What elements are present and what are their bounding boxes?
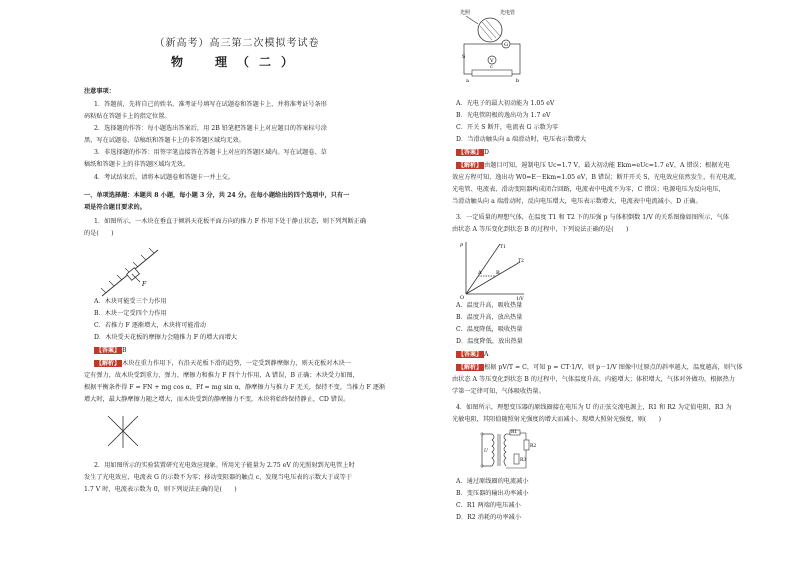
q2-b-label: b (516, 78, 520, 84)
q3-option-a: A．温度升高，吸收热量 (456, 302, 523, 309)
note-line: 4．考试结束后，请将本试题卷和答题卡一并上交。 (94, 174, 235, 181)
q3-analysis-line: 学第一定律可知，气体吸收热量。 (452, 388, 545, 395)
q2-option-d: D．当滑动触头向 a 端滑动时，电压表示数增大 (456, 136, 587, 143)
q1-option-b: B．木块一定受四个力作用 (94, 310, 167, 317)
q2-light-label: 光照 (460, 10, 471, 16)
page-title: （新高考）高三第二次模拟考试卷 (154, 38, 320, 49)
notes-heading: 注意事项： (84, 88, 115, 95)
q1-option-d: D．木块受天花板的摩擦力会随推力 F 的增大而增大 (94, 334, 238, 341)
q2-option-a: A．光电子的最大初动能为 1.05 eV (456, 100, 555, 107)
q1-analysis: 【解析】 木块在重力作用下，有沿天花板下滑的趋势，一定受到静摩擦力，则天花板对木块一 (96, 360, 351, 367)
q3-origin-label: O (460, 295, 465, 300)
q3-x-label: 1/V (516, 297, 524, 300)
q2-voltmeter-label: V (490, 58, 494, 64)
q4-r3-label: R3 (520, 458, 527, 463)
q1-stem: 的是( ) (84, 230, 114, 237)
note-line: 3．非选择题的作答：用签字笔直接答在答题卡上对应的答题区域内。写在试题卷、草 (94, 149, 327, 156)
note-line: 稿纸和答题卡上的非答题区域均无效。 (84, 161, 190, 168)
q2-answer: 【答案】 D (458, 149, 489, 156)
note-line: 黑，写在试题卷、草稿纸和答题卡上的非答题区域均无效。 (84, 137, 245, 144)
q3-analysis-line: 由状态 A 等压变化到状态 B 的过程中，气体温度升高，内能增大；体积增大，气体对外做功，根据热力 (452, 376, 735, 383)
q3-point-a: A (478, 270, 482, 276)
page-subtitle: 物 理（二） (170, 55, 303, 69)
q1-stem: 1．如图所示，一木块在垂直于倾斜天花板平面方向的推力 F 作用下处于静止状态，则下列判断正确 (94, 218, 367, 225)
q4-r1-label: R1 (511, 430, 518, 435)
q2-switch-label: S (462, 54, 466, 60)
section-heading: 一、单项选择题：本题共 8 小题，每小题 3 分，共 24 分。在每小题给出的四个选项中，只有一 (84, 192, 350, 199)
q2-c-label: c (490, 64, 493, 70)
q3-answer: 【答案】 A (458, 351, 489, 358)
section-heading: 项是符合题目要求的。 (84, 204, 146, 211)
q1-figure (98, 242, 178, 300)
q3-p-label: p (460, 242, 464, 248)
q3-figure (458, 238, 528, 300)
q3-t1-label: T1 (500, 245, 506, 250)
q1-analysis-line: 根据平衡条件得 F = FN + mg cos α，Ff = mg sin α，静摩擦力与推力 F 无关，保持不变，当推力 F 逐渐 (84, 384, 386, 391)
q4-stem: 4．如图所示，理想变压器的原线圈接在电压为 U 的正弦交流电源上，R1 和 R2 为定值电阻，R3 为 (456, 404, 732, 411)
q4-u-label: U (484, 449, 488, 454)
q2-a-label: a (466, 78, 469, 84)
q2-analysis-line: 当滑动触头向 a 端滑动时，反向电压增大，电压表示数增大，电流表中电流减小，D 正确。 (452, 198, 702, 205)
q2-stem: 发生了光电效应，电流表 G 的示数不为零；移动变阻器的触点 c，发现当电压表的示数大于或等于 (84, 474, 352, 481)
q3-stem: 由状态 A 等压变化到状态 B 的过程中，下列说法正确的是( ) (452, 226, 629, 233)
q2-stem: 1.7 V 时，电流表示数为 0，则下列说法正确的是( ) (84, 486, 237, 493)
q2-option-b: B．光电管阴极的逸出功为 1.7 eV (456, 112, 551, 119)
q4-stem: 光敏电阻，其阻值随照射光强度的增大而减小。现增大照射光强度，则( ) (452, 416, 662, 423)
q2-analysis-line: 效应方程可知，逸出功 W0=E－Ekm=1.05 eV，B 错误；断开开关 S，光电效应依然发生，有光电流， (452, 174, 741, 181)
q3-option-b: B．温度升高，放出热量 (456, 314, 523, 321)
note-line: 1．答题前，先将自己的姓名、准考证号填写在试题卷和答题卡上，并将准考证号条形 (94, 101, 327, 108)
q2-ammeter-label: G (504, 42, 508, 48)
q2-tube-label: 光电管 (500, 10, 516, 16)
q3-analysis: 【解析】 根据 pV/T = C，可知 p = CT·1/V，则 p－1/V 图像中过原点的斜率越大，温度越高，则气体 (458, 364, 743, 371)
q4-option-d: D．R2 消耗的功率减小 (456, 514, 522, 521)
q1-analysis-line: 增大时，最大静摩擦力随之增大，而木块受到的静摩擦力不变，木块将始终保持静止，CD 错误。 (84, 396, 350, 403)
q3-point-b: B (496, 270, 500, 276)
q1-option-c: C．若推力 F 逐渐增大，木块将可能滑动 (94, 322, 206, 329)
note-line: 2．选择题的作答：每小题选出答案后，用 2B 铅笔把答题卡上对应题目的答案标号涂 (94, 125, 327, 132)
q4-figure (478, 428, 538, 472)
q4-r2-label: R2 (530, 444, 537, 449)
q2-analysis-line: 光电管、电流表、滑动变阻器构成闭合回路，电流表中电流不为零，C 错误；电源电压为反向电压， (452, 186, 725, 193)
q3-t2-label: T2 (518, 259, 524, 264)
note-line: 码粘贴在答题卡上的指定位置。 (84, 113, 171, 120)
q2-analysis: 【解析】 由题目可知，遏制电压 Uc=1.7 V，最大初动能 Ekm=eUc=1.7 eV，A 错误；根据光电 (458, 162, 730, 169)
q3-option-c: C．温度降低，吸收热量 (456, 326, 523, 333)
q2-figure (458, 8, 532, 90)
q3-stem: 3．一定质量的理想气体，在温度 T1 和 T2 下的压强 p 与体积倒数 1/V 的关系图像如图所示，气体 (456, 214, 729, 221)
q3-option-d: D．温度降低，放出热量 (456, 338, 523, 345)
q1-force-label: F (142, 281, 147, 288)
q1-analysis-line: 定有弹力，故木块受到重力、弹力、摩擦力和推力 F 四个力作用，A 错误，B 正确；木块受力如图， (84, 372, 359, 379)
q4-option-a: A．通过原线圈的电流减小 (456, 478, 529, 485)
q4-option-b: B．变压器的输出功率减小 (456, 490, 529, 497)
q2-option-c: C．开关 S 断开，电流表 G 示数为零 (456, 124, 559, 131)
q1-answer: 【答案】 B (96, 347, 127, 354)
q2-stem: 2．用如图所示的实验装置研究光电效应现象。所用光子能量为 2.75 eV 的光照射到光电管上时 (94, 462, 355, 469)
q1-force-diagram (104, 412, 144, 450)
q1-option-a: A．木块可能受三个力作用 (94, 298, 167, 305)
q4-option-c: C．R1 两端的电压减小 (456, 502, 521, 509)
